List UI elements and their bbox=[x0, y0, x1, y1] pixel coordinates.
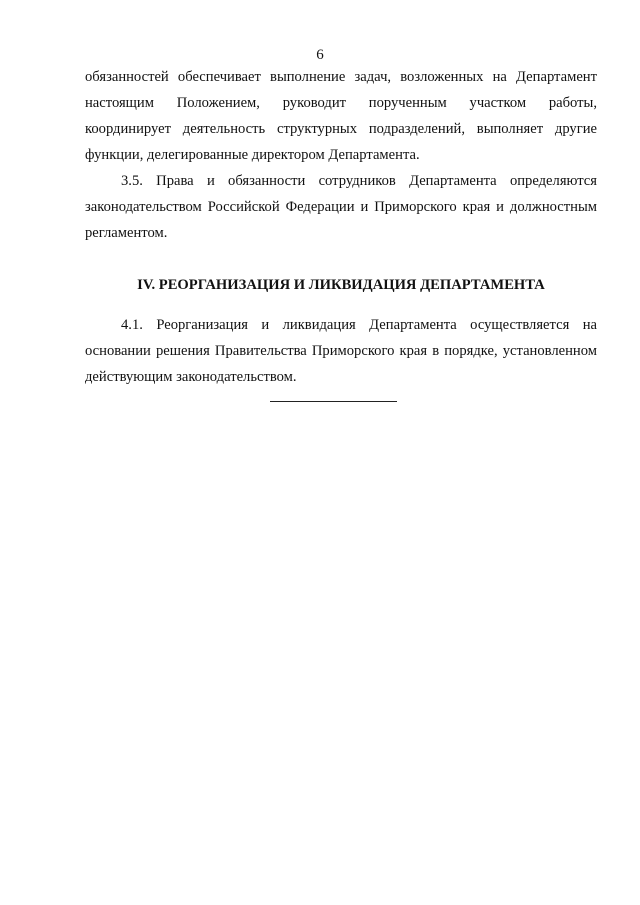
text-line: 3.5. Права и обязанности сотрудников Департамента определяются bbox=[121, 173, 597, 189]
text-line: регламентом. bbox=[85, 225, 168, 241]
text-line: 4.1. Реорганизация и ликвидация Департамента осуществляется на bbox=[121, 317, 597, 333]
section-heading: IV. РЕОРГАНИЗАЦИЯ И ЛИКВИДАЦИЯ ДЕПАРТАМЕНТА bbox=[137, 277, 545, 293]
paragraph-3-5 bbox=[85, 168, 597, 246]
document-body bbox=[85, 64, 597, 390]
text-line: функции, делегированные директором Департамента. bbox=[85, 147, 420, 163]
text-line: законодательством Российской Федерации и Приморского края и должностным bbox=[85, 199, 597, 215]
end-divider-line bbox=[270, 401, 397, 402]
paragraph-4-1 bbox=[85, 312, 597, 390]
text-line: действующим законодательством. bbox=[85, 369, 297, 385]
page-number: 6 bbox=[316, 47, 324, 63]
text-line: координирует деятельность структурных подразделений, выполняет другие bbox=[85, 121, 597, 137]
text-line: основании решения Правительства Приморского края в порядке, установленном bbox=[85, 343, 597, 359]
paragraph-duties-continuation bbox=[85, 64, 597, 168]
text-line: настоящим Положением, руководит порученным участком работы, bbox=[85, 95, 597, 111]
text-line: обязанностей обеспечивает выполнение задач, возложенных на Департамент bbox=[85, 69, 597, 85]
